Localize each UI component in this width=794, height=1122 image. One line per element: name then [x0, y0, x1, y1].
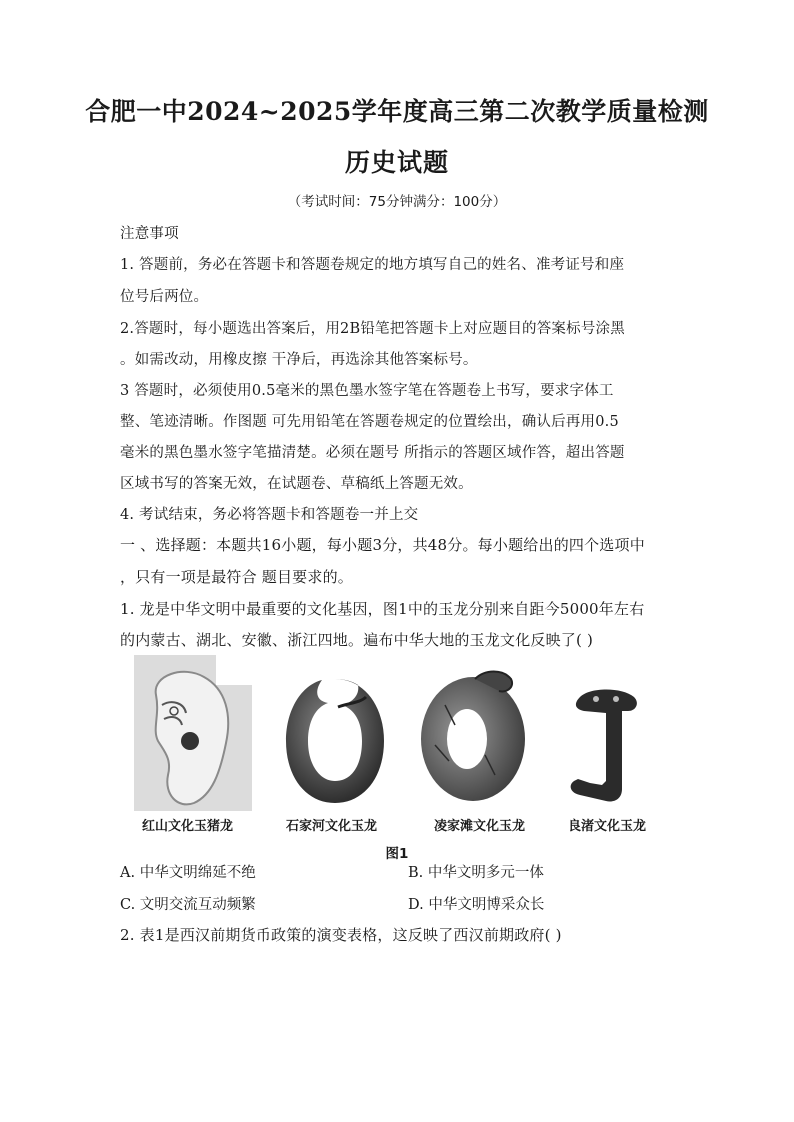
- note-line: 整、笔迹清晰。作图题 可先用铅笔在答题卷规定的位置绘出，确认后再用0.5: [120, 414, 619, 430]
- note-line: 位号后两位。: [120, 289, 209, 305]
- note-line: 区域书写的答案无效，在试题卷、草稿纸上答题无效。: [120, 476, 473, 492]
- note-line: 3 答题时，必须使用0.5毫米的黑色墨水签字笔在答题卷上书写，要求字体工: [120, 383, 614, 399]
- figure-label: 石家河文化玉龙: [286, 819, 378, 834]
- option-c: C. 文明交流互动频繁: [120, 897, 256, 913]
- exam-title: 合肥一中2024~2025学年度高三第二次教学质量检测: [85, 97, 709, 126]
- note-line: 4. 考试结束，务必将答题卡和答题卷一并上交: [120, 507, 419, 523]
- question-1-stem: 1. 龙是中华文明中最重要的文化基因，图1中的玉龙分别来自距今5000年左右: [120, 600, 645, 618]
- subject-title: 历史试题: [344, 148, 449, 177]
- note-line: 毫米的黑色墨水签字笔描清楚。必须在题号 所指示的答题区域作答，超出答题: [120, 445, 625, 461]
- note-line: 。如需改动，用橡皮擦 干净后，再选涂其他答案标号。: [120, 352, 478, 368]
- question-1-stem: 的内蒙古、湖北、安徽、浙江四地。遍布中华大地的玉龙文化反映了( ): [120, 631, 594, 649]
- exam-info: （考试时间：75分钟满分：100分）: [287, 194, 507, 210]
- section-heading: ，只有一项是最符合 题目要求的。: [120, 568, 353, 586]
- lingjiatan-jade-dragon-image: [415, 665, 531, 807]
- hongshan-pig-dragon-image: [134, 655, 252, 811]
- figure-caption: 图1: [385, 846, 409, 862]
- question-2-stem: 2. 表1是西汉前期货币政策的演变表格，这反映了西汉前期政府( ): [120, 926, 562, 944]
- liangzhu-jade-dragon-image: [560, 685, 652, 805]
- note-line: 1. 答题前，务必在答题卡和答题卷规定的地方填写自己的姓名、准考证号和座: [120, 257, 625, 273]
- note-line: 2.答题时，每小题选出答案后，用2B铅笔把答题卡上对应题目的答案标号涂黑: [120, 321, 625, 337]
- figure-label: 红山文化玉猪龙: [142, 819, 234, 834]
- option-d: D. 中华文明博采众长: [408, 897, 545, 913]
- figure-label: 凌家滩文化玉龙: [434, 819, 526, 834]
- shijiahe-jade-dragon-image: [280, 673, 390, 809]
- figure-label: 良渚文化玉龙: [568, 819, 647, 834]
- section-heading: 一 、选择题：本题共16小题，每小题3分，共48分。每小题给出的四个选项中: [120, 536, 645, 554]
- notes-heading: 注意事项: [120, 226, 179, 242]
- option-a: A. 中华文明绵延不绝: [120, 865, 256, 881]
- option-b: B. 中华文明多元一体: [408, 865, 544, 881]
- figure-jade-dragons: [120, 655, 680, 835]
